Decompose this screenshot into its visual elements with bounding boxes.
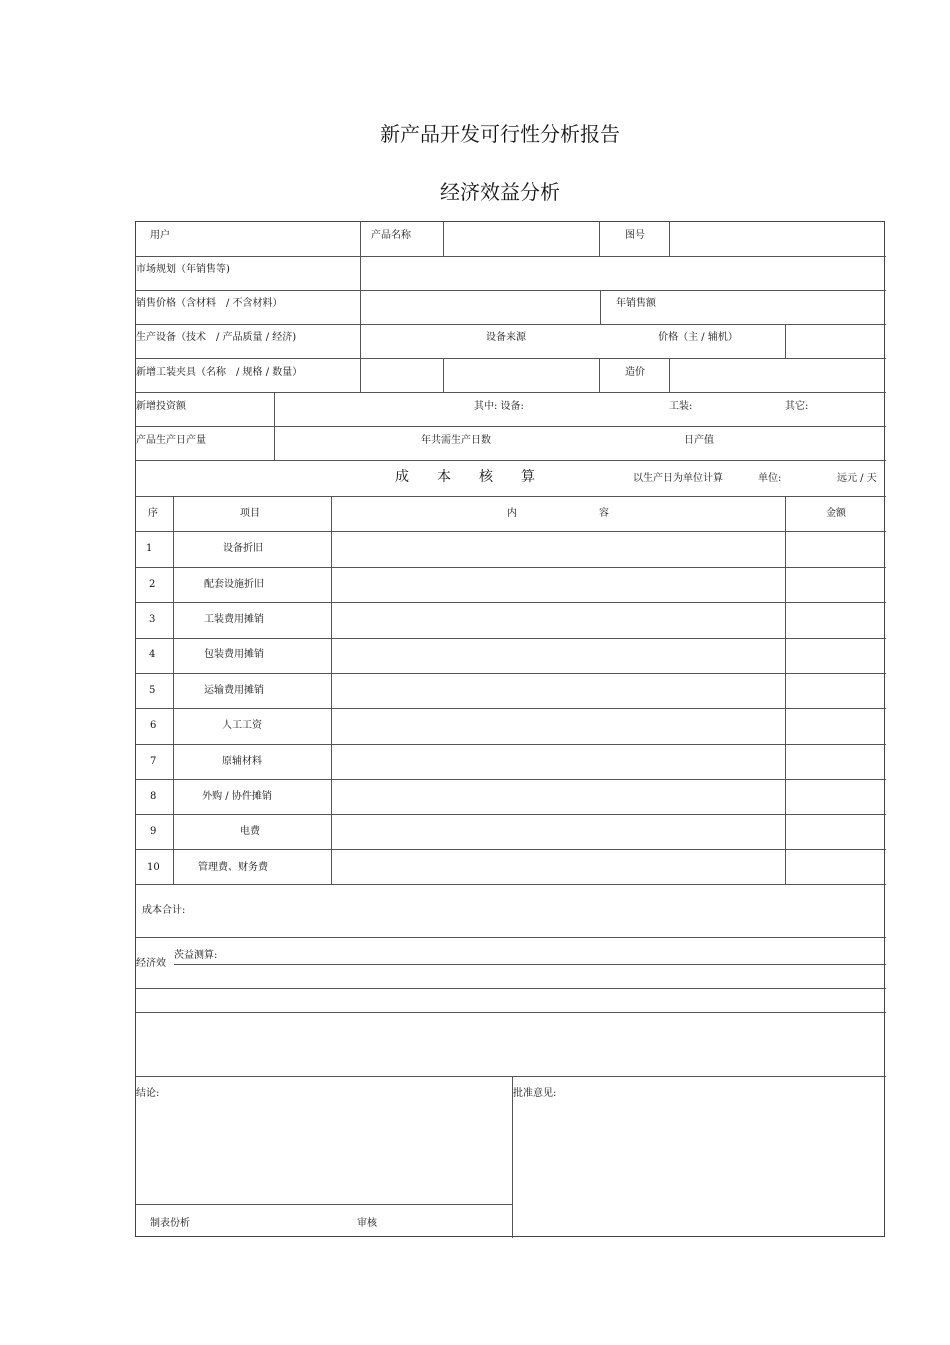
reviewed-by-label: 审核 [357,1218,377,1229]
equipment-label: 生产设备（技术 / 产品质量 / 经济) [136,332,297,343]
equipment-investment-label: 其中: 设备: [474,401,524,412]
cost-total-label: 成本合计: [142,905,186,916]
row-item: 原辅材料 [222,756,262,767]
row-item: 包装费用摊销 [204,649,264,660]
row-item: 管理费、财务费 [198,862,268,873]
price-main-aux-label: 价格（主 / 辅机） [658,332,738,343]
market-plan-label: 市场规划（年销售等) [136,264,230,275]
row-item: 工装费用摊销 [204,614,264,625]
benefit-label-right: 茨益测算: [174,950,218,961]
document-subtitle: 经济效益分析 [440,180,560,204]
row-number: 3 [149,614,156,625]
drawing-no-label: 图号 [625,230,645,241]
annual-days-label: 年共需生产日数 [421,435,491,446]
cost-basis-label: 以生产日为单位计算 [633,473,723,484]
row-item: 人工工资 [222,720,262,731]
new-investment-label: 新增投资额 [136,401,186,412]
sale-price-label: 销售价格（含材料 / 不含材料） [136,298,283,309]
cost-heading-char: 本 [437,469,451,485]
row-number: 7 [150,756,157,767]
prepared-by-label: 制表份析 [150,1218,190,1229]
row-item: 运输费用摊销 [204,685,264,696]
col-amount-header: 金额 [826,508,846,519]
document-title: 新产品开发可行性分析报告 [380,122,620,146]
unit-label: 单位: [758,473,782,484]
cost-heading-char: 算 [521,469,535,485]
cost-heading-char: 核 [479,469,493,485]
cost-heading-char: 成 [395,469,409,485]
row-item: 电费 [240,826,260,837]
annual-sales-label: 年销售额 [616,298,656,309]
unit-value: 远元 / 天 [837,473,877,484]
row-item: 配套设施折旧 [204,579,264,590]
tooling-investment-label: 工装: [669,401,693,412]
new-tooling-label: 新增工装夹具（名称 / 规格 / 数量） [136,367,303,378]
col-item-header: 项目 [240,508,260,519]
product-name-label: 产品名称 [371,230,411,241]
col-seq-header: 序 [148,508,158,519]
other-investment-label: 其它: [785,401,809,412]
row-number: 2 [149,579,156,590]
conclusion-label: 结论: [136,1088,160,1099]
row-number: 9 [150,826,157,837]
row-number: 4 [149,649,156,660]
col-content-header-char: 容 [599,508,609,519]
equipment-source-label: 设备来源 [486,332,526,343]
row-number: 8 [150,791,157,802]
row-item: 外购 / 协件摊销 [202,791,272,802]
col-content-header-char: 内 [507,508,517,519]
row-number: 1 [146,543,153,554]
row-number: 6 [150,720,157,731]
daily-output-label: 产品生产日产量 [136,435,206,446]
row-number: 5 [149,685,156,696]
user-label: 用户 [150,230,170,241]
row-number: 10 [147,862,160,873]
daily-value-label: 日产值 [684,435,714,446]
benefit-label-left: 经济效 [136,958,166,969]
approval-label: 批准意见: [513,1088,557,1099]
row-item: 设备折旧 [223,543,263,554]
analysis-form [135,221,885,1237]
cost-price-label: 造价 [625,367,645,378]
